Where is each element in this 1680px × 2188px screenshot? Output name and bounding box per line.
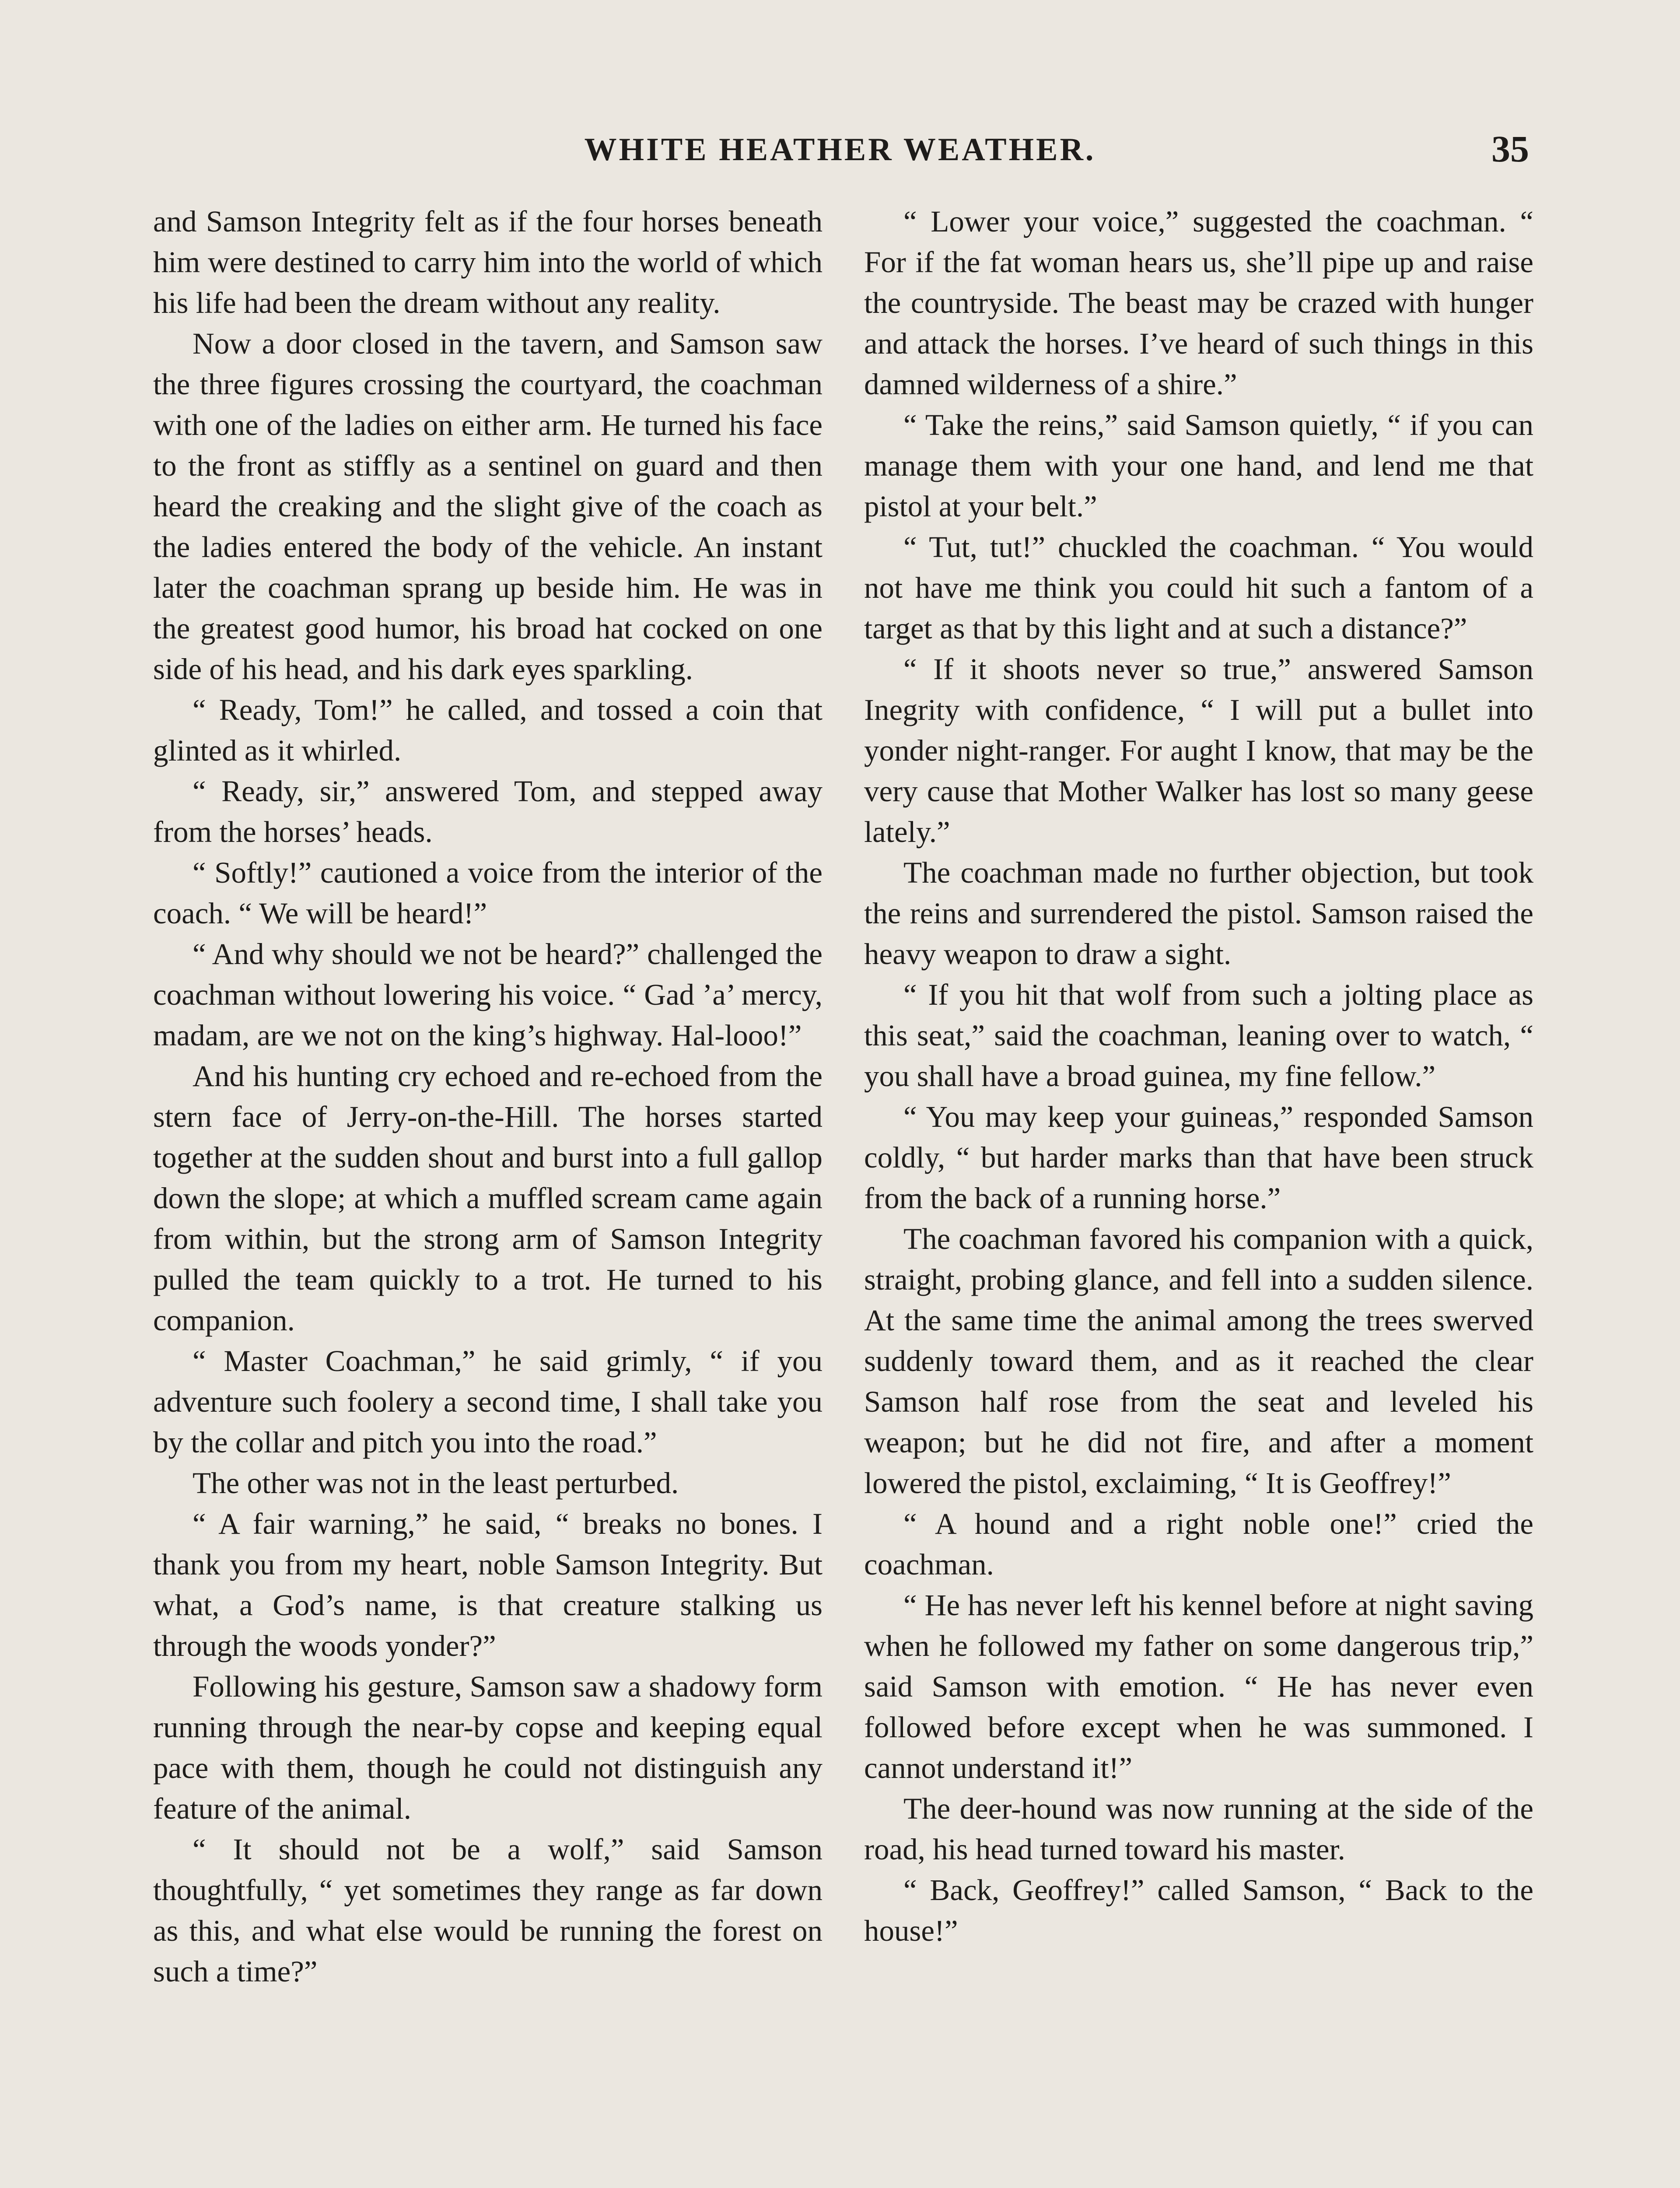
paragraph: “ If you hit that wolf from such a jolting place as this seat,” said the coachman, leaning over to watch, “ you shall have a broad guinea, my fine fellow.” bbox=[864, 978, 1533, 1093]
page-header bbox=[0, 123, 1680, 175]
paragraph: “ He has never left his kennel before at night saving when he followed my father on some dangerous trip,” said Samson with emotion. “ He has never even followed before except when he was summoned. I cannot understand it!” bbox=[864, 1588, 1533, 1785]
paragraph: Now a door closed in the tavern, and Samson saw the three figures crossing the courtyard, the coachman with one of the ladies on either arm. He turned his face to the front as stiffly as a sentinel on guard and then heard the creaking and the slight give of the coach as the ladies entered the body of the vehicle. An instant later the coachman sprang up beside him. He was in the greatest good humor, his broad hat cocked on one side of his head, and his dark eyes sparkling. bbox=[153, 327, 822, 686]
paragraph: “ A fair warning,” he said, “ breaks no bones. I thank you from my heart, noble Samson Integrity. But what, a God’s name, is that creature stalking us through the woods yonder?” bbox=[153, 1507, 822, 1662]
paragraph: “ Take the reins,” said Samson quietly, “ if you can manage them with your one hand, and lend me that pistol at your belt.” bbox=[864, 408, 1533, 523]
paragraph: The coachman made no further objection, but took the reins and surrendered the pistol. Samson raised the heavy weapon to draw a sight. bbox=[864, 856, 1533, 971]
paragraph: The coachman favored his companion with a quick, straight, probing glance, and fell into a sudden silence. At the same time the animal among the trees swerved suddenly toward them, and as it reached the clear Samson half rose from the seat and leveled his weapon; but he did not fire, and after a moment lowered the pistol, exclaiming, “ It is Geoffrey!” bbox=[864, 1222, 1533, 1500]
left-column bbox=[153, 201, 822, 1992]
paragraph: “ A hound and a right noble one!” cried the coachman. bbox=[864, 1507, 1533, 1581]
paragraph: “ Back, Geoffrey!” called Samson, “ Back to the house!” bbox=[864, 1873, 1533, 1947]
paragraph: “ Softly!” cautioned a voice from the interior of the coach. “ We will be heard!” bbox=[153, 856, 822, 930]
running-title: WHITE HEATHER WEATHER. bbox=[584, 132, 1096, 168]
paragraph: “ Ready, Tom!” he called, and tossed a coin that glinted as it whirled. bbox=[153, 693, 822, 767]
paragraph: “ Master Coachman,” he said grimly, “ if you adventure such foolery a second time, I shall take you by the collar and pitch you into the road.” bbox=[153, 1344, 822, 1459]
paragraph: “ You may keep your guineas,” responded Samson coldly, “ but harder marks than that have been struck from the back of a running horse.” bbox=[864, 1100, 1533, 1215]
paragraph: “ Lower your voice,” suggested the coachman. “ For if the fat woman hears us, she’ll pipe up and raise the countryside. The beast may be crazed with hunger and attack the horses. I’ve heard of such things in this damned wilderness of a shire.” bbox=[864, 205, 1533, 401]
paragraph: “ If it shoots never so true,” answered Samson Inegrity with confidence, “ I will put a bullet into yonder night-ranger. For aught I know, that may be the very cause that Mother Walker has lost so many geese lately.” bbox=[864, 652, 1533, 849]
paragraph: Following his gesture, Samson saw a shadowy form running through the near-by copse and keeping equal pace with them, though he could not distinguish any feature of the animal. bbox=[153, 1670, 822, 1825]
paragraph: “ It should not be a wolf,” said Samson thoughtfully, “ yet sometimes they range as far down as this, and what else would be running the forest on such a time?” bbox=[153, 1833, 822, 1988]
paragraph: “ And why should we not be heard?” challenged the coachman without lowering his voice. “ Gad ’a’ mercy, madam, are we not on the king’s highway. Hal-looo!” bbox=[153, 937, 822, 1052]
page-number: 35 bbox=[1491, 128, 1529, 170]
paragraph: The deer-hound was now running at the side of the road, his head turned toward his master. bbox=[864, 1792, 1533, 1866]
paragraph: and Samson Integrity felt as if the four horses beneath him were destined to carry him into the world of which his life had been the dream without any reality. bbox=[153, 205, 822, 319]
paragraph: “ Ready, sir,” answered Tom, and stepped away from the horses’ heads. bbox=[153, 775, 822, 849]
right-column bbox=[864, 201, 1533, 1951]
paragraph: And his hunting cry echoed and re-echoed from the stern face of Jerry-on-the-Hill. The horses started together at the sudden shout and burst into a full gallop down the slope; at which a muffled scream came again from within, but the strong arm of Samson Integrity pulled the team quickly to a trot. He turned to his companion. bbox=[153, 1059, 822, 1337]
paragraph: “ Tut, tut!” chuckled the coachman. “ You would not have me think you could hit such a fantom of a target as that by this light and at such a distance?” bbox=[864, 530, 1533, 645]
paragraph: The other was not in the least perturbed. bbox=[192, 1466, 679, 1500]
